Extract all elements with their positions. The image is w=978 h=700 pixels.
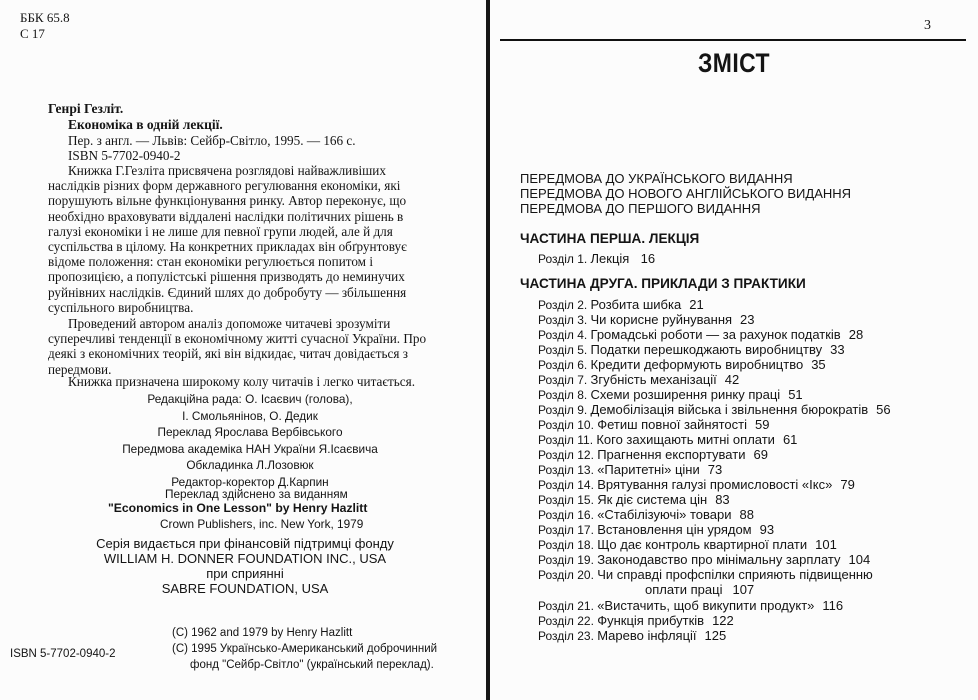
credit-line: Редакційна рада: О. Ісаєвич (голова), <box>147 392 353 406</box>
abstract-line: Книжка Г.Гезліта присвячена розглядові найважливіших <box>68 163 386 178</box>
chapter-number: Розділ 1. <box>538 252 588 266</box>
toc-entry[interactable] <box>538 477 855 493</box>
chapter-title: Як діє система цін <box>597 492 708 507</box>
page-ref: 107 <box>732 582 755 597</box>
credit-line: Переклад Ярослава Вербівського <box>157 425 343 439</box>
chapter-number: Розділ 14. <box>538 478 594 492</box>
toc-entry[interactable] <box>538 342 845 358</box>
abstract-line: необхідно враховувати віддалені наслідки політичних рішень в <box>48 208 404 224</box>
series-line: SABRE FOUNDATION, USA <box>161 581 329 596</box>
chapter-title: Функція прибутків <box>597 613 705 628</box>
page-ref: 35 <box>811 357 826 372</box>
copyright-line: (С) 1962 and 1979 by Henry Hazlitt <box>172 627 353 639</box>
analysis-line: деякі з економічних теорій, які він відкидає, читач довідається з <box>48 346 408 362</box>
toc-entry[interactable] <box>538 327 863 343</box>
series-line: при сприянні <box>206 566 284 581</box>
abstract-line: суспільного виробництва. <box>48 299 194 315</box>
chapter-title: Розбита шибка <box>590 297 682 312</box>
chapter-title: оплати праці <box>645 582 723 597</box>
source-edition-line: Crown Publishers, inc. New York, 1979 <box>160 517 364 531</box>
chapter-title: Законодавство про мінімальну зарплату <box>597 552 841 567</box>
abstract-line: відоме положення: стан економіки регулюється попитом і <box>48 254 373 270</box>
chapter-number: Розділ 9. <box>538 403 588 417</box>
chapter-number: Розділ 6. <box>538 358 588 372</box>
chapter-number: Розділ 5. <box>538 343 588 357</box>
page-ref: 93 <box>759 522 775 537</box>
copyright-line: (С) 1995 Українсько-Американський доброчинний <box>172 643 438 655</box>
chapter-number: Розділ 8. <box>538 388 588 402</box>
chapter-title: Чи корисне руйнування <box>590 312 733 327</box>
right-page <box>490 0 978 700</box>
page-ref: 42 <box>724 372 740 387</box>
header-rule <box>500 39 966 41</box>
page-ref: 33 <box>830 342 845 357</box>
chapter-title: Громадські роботи — за рахунок податків <box>590 327 841 342</box>
page-ref: 104 <box>848 552 871 567</box>
chapter-number: Розділ 11. <box>538 433 594 447</box>
chapter-number: Розділ 17. <box>538 523 594 537</box>
page-ref: 16 <box>640 251 656 266</box>
copyright-line: фонд "Сейбр-Світло" (український переклад). <box>190 659 434 671</box>
chapter-title: Податки перешкоджають виробництву <box>590 342 823 357</box>
chapter-title: «Стабілізуючі» товари <box>597 507 732 522</box>
page-ref: 21 <box>689 297 704 312</box>
toc-entry[interactable] <box>538 447 768 463</box>
chapter-number: Розділ 19. <box>538 553 594 567</box>
credit-line: Передмова академіка НАН України Я.Ісаєвича <box>122 441 378 456</box>
toc-entry[interactable] <box>538 492 730 508</box>
page-ref: 51 <box>788 387 803 402</box>
toc-entry[interactable] <box>538 417 769 433</box>
abstract-line: галузі економіки і не лише для певної групи людей, але й для <box>48 223 393 239</box>
chapter-number: Розділ 20. <box>538 568 594 582</box>
chapter-number: Розділ 18. <box>538 538 594 552</box>
chapter-title: Лекція <box>590 251 630 266</box>
chapter-title: Що дає контроль квартирної плати <box>597 537 808 552</box>
page-ref: 61 <box>782 432 798 447</box>
page-ref: 125 <box>704 628 727 643</box>
abstract-line: порушують вільне функціонування ринку. Автор переконує, що <box>48 193 407 209</box>
left-page <box>0 0 486 700</box>
chapter-title: «Паритетні» ціни <box>597 462 700 477</box>
series-line: WILLIAM H. DONNER FOUNDATION INC., USA <box>103 551 387 566</box>
preface-entry[interactable]: ПЕРЕДМОВА ДО НОВОГО АНГЛІЙСЬКОГО ВИДАННЯ <box>520 186 852 201</box>
toc-entry[interactable] <box>538 522 774 538</box>
page-ref: 56 <box>876 402 891 417</box>
page-ref: 122 <box>712 613 734 628</box>
analysis-line: Проведений автором аналіз допоможе читачеві зрозуміти <box>68 316 391 331</box>
imprint-line: Пер. з англ. — Львів: Сейбр-Світло, 1995. — 166 с. <box>68 133 356 148</box>
book-title: Економіка в одній лекції. <box>68 117 223 132</box>
chapter-title: Фетиш повної зайнятості <box>597 417 748 432</box>
abstract-paragraph <box>48 163 458 315</box>
source-edition-line: "Economics in One Lesson" by Henry Hazlitt <box>108 501 368 515</box>
part-heading[interactable]: ЧАСТИНА ПЕРША. ЛЕКЦІЯ <box>520 231 700 246</box>
chapter-number: Розділ 3. <box>538 313 588 327</box>
page-ref: 101 <box>815 537 837 552</box>
book-author: Генрі Гезліт. <box>48 101 124 116</box>
analysis-paragraph <box>48 316 458 377</box>
page-ref: 83 <box>715 492 730 507</box>
chapter-number: Розділ 13. <box>538 463 594 477</box>
analysis-line: суперечливі тенденції в економічному житті сучасної України. Про <box>48 331 427 347</box>
chapter-number: Розділ 2. <box>538 298 588 312</box>
part-heading[interactable]: ЧАСТИНА ДРУГА. ПРИКЛАДИ З ПРАКТИКИ <box>520 276 806 291</box>
series-line: Серія видається при фінансовій підтримці фонду <box>96 536 394 551</box>
chapter-title: Схеми розширення ринку праці <box>590 387 781 402</box>
abstract-line: наслідків різних форм державного регулювання економіки, які <box>48 178 401 194</box>
toc-entry[interactable] <box>538 297 704 313</box>
chapter-title: Марево інфляції <box>597 628 697 643</box>
chapter-title: «Вистачить, щоб викупити продукт» <box>597 598 815 613</box>
chapter-number: Розділ 21. <box>538 599 594 613</box>
page-ref: 23 <box>740 312 755 327</box>
chapter-number: Розділ 7. <box>538 373 588 387</box>
chapter-number: Розділ 16. <box>538 508 594 522</box>
toc-entry[interactable] <box>538 312 755 328</box>
page-ref: 116 <box>822 598 844 613</box>
credit-line: І. Смольянінов, О. Дедик <box>182 408 318 423</box>
toc-entry[interactable] <box>538 507 754 523</box>
toc-entry[interactable] <box>538 251 655 267</box>
bbk-code: ББК 65.8 <box>20 10 70 25</box>
toc-entry[interactable] <box>538 357 826 373</box>
source-edition-line: Переклад здійснено за виданням <box>165 487 348 501</box>
page-number: 3 <box>924 18 931 33</box>
isbn-top: ISBN 5-7702-0940-2 <box>68 148 181 163</box>
preface-entry[interactable]: ПЕРЕДМОВА ДО УКРАЇНСЬКОГО ВИДАННЯ <box>520 171 793 186</box>
page-ref: 28 <box>848 327 864 342</box>
credit-line: Редактор-коректор Д.Карпин <box>171 474 329 489</box>
chapter-title: Кредити деформують виробництво <box>590 357 804 372</box>
chapter-number: Розділ 4. <box>538 328 588 342</box>
isbn-bottom: ISBN 5-7702-0940-2 <box>10 648 116 660</box>
chapter-title: Встановлення цін урядом <box>597 522 752 537</box>
page-ref: 88 <box>739 507 754 522</box>
toc-entry[interactable] <box>538 462 722 478</box>
toc-entry[interactable] <box>538 598 843 614</box>
toc-entry[interactable] <box>538 432 797 448</box>
abstract-line: суспільства в цілому. На конкретних прикладах він обґрунтовує <box>48 239 407 255</box>
chapter-number: Розділ 22. <box>538 614 594 628</box>
toc-entry[interactable] <box>538 567 881 583</box>
page-ref: 79 <box>840 477 855 492</box>
page-ref: 73 <box>707 462 723 477</box>
page-ref: 69 <box>753 447 768 462</box>
audience-note: Книжка призначена широкому колу читачів і легко читається. <box>68 374 416 389</box>
credits-block <box>100 391 400 490</box>
chapter-title: Згубність механізації <box>590 372 717 387</box>
toc-heading: ЗМІСТ <box>697 48 771 78</box>
chapter-number: Розділ 15. <box>538 493 594 507</box>
abstract-line: руйнівних наслідків. Єдиний шлях до добробуту — збільшення <box>48 284 407 300</box>
credit-line: Обкладинка Л.Лозовюк <box>186 458 314 472</box>
chapter-number: Розділ 23. <box>538 629 594 643</box>
page-ref: 59 <box>755 417 770 432</box>
toc-entry[interactable] <box>538 552 870 568</box>
analysis-line: передмови. <box>48 361 112 377</box>
chapter-title: Чи справді профспілки сприяють підвищенню <box>597 567 873 582</box>
chapter-title: Прагнення експортувати <box>597 447 746 462</box>
chapter-title: Демобілізація війська і звільнення бюрократів <box>590 402 869 417</box>
toc-entry-continuation[interactable] <box>645 582 754 597</box>
chapter-title: Врятування галузі промисловості «Ікс» <box>597 477 833 492</box>
toc-entry[interactable] <box>538 537 837 553</box>
toc-entry[interactable] <box>538 613 734 629</box>
toc-entry[interactable] <box>538 372 739 388</box>
toc-entry[interactable] <box>538 628 726 644</box>
series-block <box>40 536 450 596</box>
preface-entry[interactable]: ПЕРЕДМОВА ДО ПЕРШОГО ВИДАННЯ <box>520 201 761 216</box>
toc-entry[interactable] <box>538 402 891 418</box>
catalog-code: С 17 <box>20 26 45 41</box>
chapter-number: Розділ 12. <box>538 448 594 462</box>
toc-entry[interactable] <box>538 387 803 403</box>
chapter-title: Кого захищають митні оплати <box>596 432 775 447</box>
chapter-number: Розділ 10. <box>538 418 594 432</box>
abstract-line: пропозицією, а популістські рішення призводять до неминучих <box>48 269 405 285</box>
